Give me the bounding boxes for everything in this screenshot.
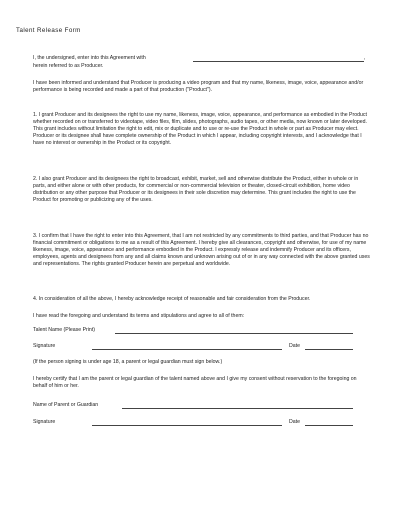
paragraph-read-agree: I have read the foregoing and understand its terms and stipulations and agree to all of them:: [33, 313, 245, 319]
paragraph-grant-distribution: 2. I also grant Producer and its designees the right to broadcast, exhibit, market, sell and otherwise distribute the Product, either in whole or in parts, and either alone or with other products, for commercial or non-commercial television or theater, closed-circuit exhibition, home video distribution or any other purpose that Producer or its designees in their sole discretion may determine. This grant includes the right to use the Product for promoting or publicizing any of the uses.: [33, 176, 359, 204]
guardian-certification: I hereby certify that I am the parent or legal guardian of the talent named above and I give my consent without reservation to the foregoing on behalf of him or her.: [33, 376, 357, 390]
guardian-name-field[interactable]: [122, 408, 353, 409]
date-field[interactable]: [305, 349, 353, 350]
signature2-label: Signature: [33, 418, 56, 425]
paragraph-consideration: 4. In consideration of all the above, I hereby acknowledge receipt of reasonable and fair consideration from the Producer.: [33, 296, 311, 302]
signature-field[interactable]: [92, 349, 282, 350]
talent-name-field[interactable]: [115, 333, 353, 334]
paragraph-confirm-rights: 3. I confirm that I have the right to enter into this Agreement, that I am not restricted by any commitments to third parties, and that Producer has no financial commitment or obligations to me as a result of this Agreement. I hereby give all clearances, copyright and otherwise, for use of my name likeness, image, voice, appearance and performance embodied in the Product. I expressly release and indemnify Producer and its officers, employees, agents and designees from any and all claims known and unknown arising out of or in any way connected with the above granted uses and representations. The rights granted Producer herein are perpetual and worldwide.: [33, 233, 370, 268]
form-title: Talent Release Form: [16, 27, 81, 34]
intro-label: I, the undersigned, enter into this Agreement with: [33, 54, 146, 61]
paragraph-informed: I have been informed and understand that Producer is producing a video program and that my name, likeness, image, voice, appearance and/or performance is being recorded and made a part of that production ("Product").: [33, 80, 364, 94]
guardian-signature-line: [33, 418, 373, 427]
intro-comma: ,: [364, 54, 366, 61]
intro-line-2: herein referred to as Producer.: [33, 63, 104, 69]
producer-name-field[interactable]: [193, 61, 364, 62]
paragraph-grant-use: 1. I grant Producer and its designees the right to use my name, likeness, image, voice, appearance, and performance as embodied in the Product whether recorded on or transferred to videotape, video files, film, slides, photographs, audio tapes, or other media, now known or later developed. This grant includes without limitation the right to edit, mix or duplicate and to use or re-use the Product in whole or part as Producer may elect. Producer or its designee shall have complete ownership of the Product in which I appear, including copyright interests, and I acknowledge that I have no interest or ownership in the Product or its copyright.: [33, 112, 367, 147]
signature-line: [33, 342, 373, 351]
guardian-name-line: [33, 401, 373, 410]
minor-note: (If the person signing is under age 18, a parent or legal guardian must sign below.): [33, 359, 223, 365]
talent-name-line: [33, 326, 373, 335]
producer-name-line: [33, 54, 373, 63]
guardian-signature-field[interactable]: [92, 425, 282, 426]
signature-label: Signature: [33, 342, 56, 349]
date-label: Date: [289, 342, 300, 349]
date2-label: Date: [289, 418, 300, 425]
guardian-date-field[interactable]: [305, 425, 353, 426]
guardian-name-label: Name of Parent or Guardian: [33, 401, 99, 408]
talent-name-label: Talent Name (Please Print): [33, 326, 95, 333]
